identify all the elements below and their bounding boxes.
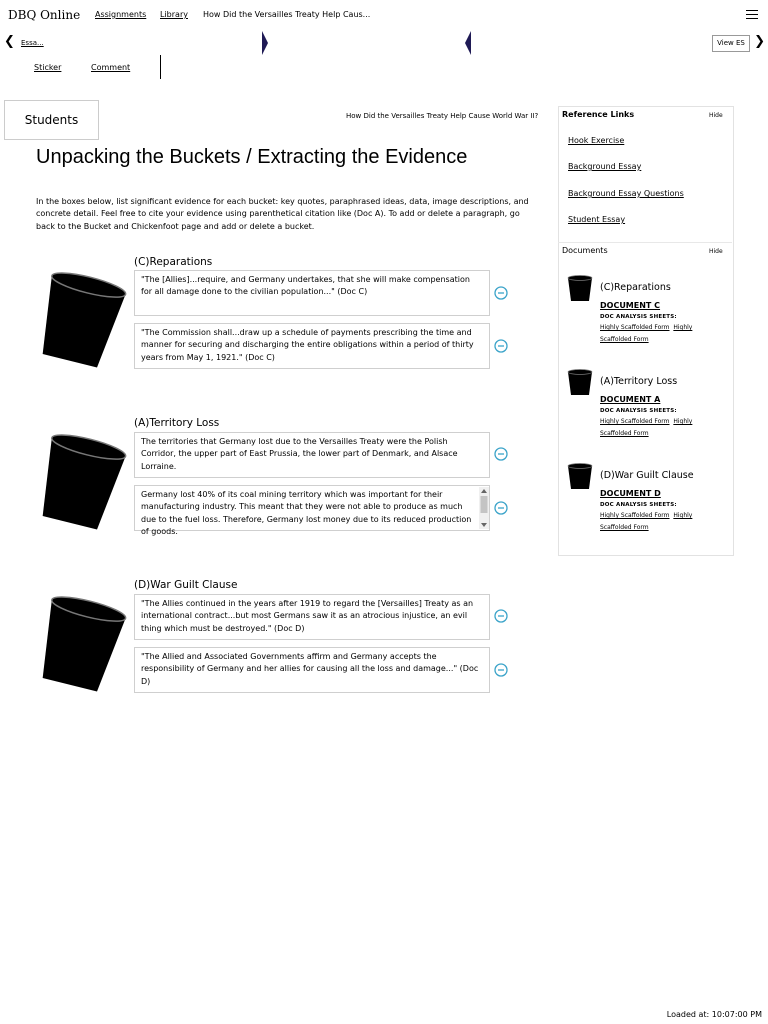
comment-link[interactable]: Comment — [91, 63, 131, 72]
evidence-box[interactable]: "The Allied and Associated Governments affirm and Germany accepts the responsibility of Germany and her allies for causing all the loss and damage..." (Doc D) — [134, 647, 490, 693]
doc-analysis-label: DOC ANALYSIS SHEETS: — [600, 502, 677, 508]
bucket-title: (A)Territory Loss — [134, 417, 220, 429]
scaffolded-form-link[interactable]: Highly Scaffolded Form — [600, 512, 693, 531]
bucket-icon — [30, 270, 130, 370]
bucket-icon — [30, 594, 130, 694]
doc-analysis-label: DOC ANALYSIS SHEETS: — [600, 408, 677, 414]
scrollbar[interactable] — [479, 487, 489, 529]
documents-hide-button[interactable]: Hide — [709, 248, 723, 255]
evidence-box[interactable]: The territories that Germany lost due to the Versailles Treaty were the Polish Corridor, the upper part of East Prussia, the lower part of Denmark, and Alsace Lorraine. — [134, 432, 490, 478]
page-title: Unpacking the Buckets / Extracting the Evidence — [36, 146, 468, 168]
ref-link-hook-exercise[interactable]: Hook Exercise — [568, 136, 625, 145]
nav-breadcrumb: How Did the Versailles Treaty Help Caus... — [203, 10, 371, 19]
remove-evidence-icon[interactable] — [494, 663, 508, 677]
documents-heading: Documents — [562, 246, 608, 255]
remove-evidence-icon[interactable] — [494, 339, 508, 353]
progress-marker-left — [262, 31, 268, 55]
scaffolded-form-link[interactable]: Highly Scaffolded Form — [600, 418, 693, 437]
document-link[interactable]: DOCUMENT D — [600, 489, 661, 498]
essay-link[interactable]: Essa... — [21, 39, 44, 47]
chevron-left-icon[interactable]: ❮ — [4, 34, 15, 49]
sticker-link[interactable]: Sticker — [34, 63, 62, 72]
evidence-box[interactable]: "The Allies continued in the years after 1919 to regard the [Versailles] Treaty as an international contract...but most Germans saw it as an atrocious injustice, an evil thing which must be destroyed." (Doc D) — [134, 594, 490, 640]
brand-logo[interactable]: DBQ Online — [8, 8, 81, 22]
doc-forms — [600, 322, 718, 346]
highly-scaffolded-form-link[interactable]: Highly Scaffolded Form — [600, 324, 670, 331]
document-title: (A)Territory Loss — [600, 376, 678, 387]
bucket-title: (C)Reparations — [134, 256, 213, 268]
menu-icon[interactable] — [746, 10, 758, 20]
divider — [558, 242, 732, 243]
assignment-title: How Did the Versailles Treaty Help Cause World War II? — [346, 112, 539, 120]
view-es-button[interactable]: View ES — [712, 35, 750, 52]
bucket-icon — [566, 368, 594, 396]
document-title: (D)War Guilt Clause — [600, 470, 694, 481]
students-button[interactable]: Students — [4, 100, 99, 140]
evidence-box[interactable]: "The Commission shall...draw up a schedule of payments prescribing the time and manner for securing and discharging the entire obligations within a period of thirty years from May 1, 1921." (Doc C) — [134, 323, 490, 369]
chevron-right-icon[interactable]: ❯ — [754, 34, 765, 49]
doc-analysis-label: DOC ANALYSIS SHEETS: — [600, 314, 677, 320]
nav-library[interactable]: Library — [160, 10, 188, 19]
highly-scaffolded-form-link[interactable]: Highly Scaffolded Form — [600, 512, 670, 519]
ref-link-background-essay[interactable]: Background Essay — [568, 162, 642, 171]
document-link[interactable]: DOCUMENT A — [600, 395, 661, 404]
doc-forms — [600, 416, 718, 440]
ref-link-student-essay[interactable]: Student Essay — [568, 215, 626, 224]
instructions-text: In the boxes below, list significant evidence for each bucket: key quotes, paraphrased ideas, data, image descriptions, and concrete detail. Feel free to cite your evidence using parenthetical citation like (Doc A). To add or delete a paragraph, go back to the Bucket and Chickenfoot page and add or delete a bucket. — [36, 197, 529, 231]
bucket-icon — [30, 432, 130, 532]
reference-hide-button[interactable]: Hide — [709, 112, 723, 119]
evidence-box[interactable]: Germany lost 40% of its coal mining territory which was important for their manufacturing industry. This meant that they were not able to produce as much due to the fuel loss. Therefore, Germany lost money due to its reduced production of goods. — [134, 485, 490, 531]
bucket-icon — [566, 274, 594, 302]
remove-evidence-icon[interactable] — [494, 286, 508, 300]
highly-scaffolded-form-link[interactable]: Highly Scaffolded Form — [600, 418, 670, 425]
ref-link-background-questions[interactable]: Background Essay Questions — [568, 189, 684, 198]
remove-evidence-icon[interactable] — [494, 609, 508, 623]
document-title: (C)Reparations — [600, 282, 671, 293]
loaded-timestamp: Loaded at: 10:07:00 PM — [666, 1010, 762, 1019]
remove-evidence-icon[interactable] — [494, 447, 508, 461]
bucket-title: (D)War Guilt Clause — [134, 579, 238, 591]
remove-evidence-icon[interactable] — [494, 501, 508, 515]
evidence-box[interactable]: "The [Allies]...require, and Germany undertakes, that she will make compensation for all damage done to the civilian population..." (Doc C) — [134, 270, 490, 316]
bucket-icon — [566, 462, 594, 490]
nav-assignments[interactable]: Assignments — [95, 10, 147, 19]
reference-links-heading: Reference Links — [562, 110, 635, 119]
scaffolded-form-link[interactable]: Highly Scaffolded Form — [600, 324, 693, 343]
document-link[interactable]: DOCUMENT C — [600, 301, 661, 310]
doc-forms — [600, 510, 718, 534]
progress-marker-right — [465, 31, 471, 55]
divider — [160, 55, 161, 79]
